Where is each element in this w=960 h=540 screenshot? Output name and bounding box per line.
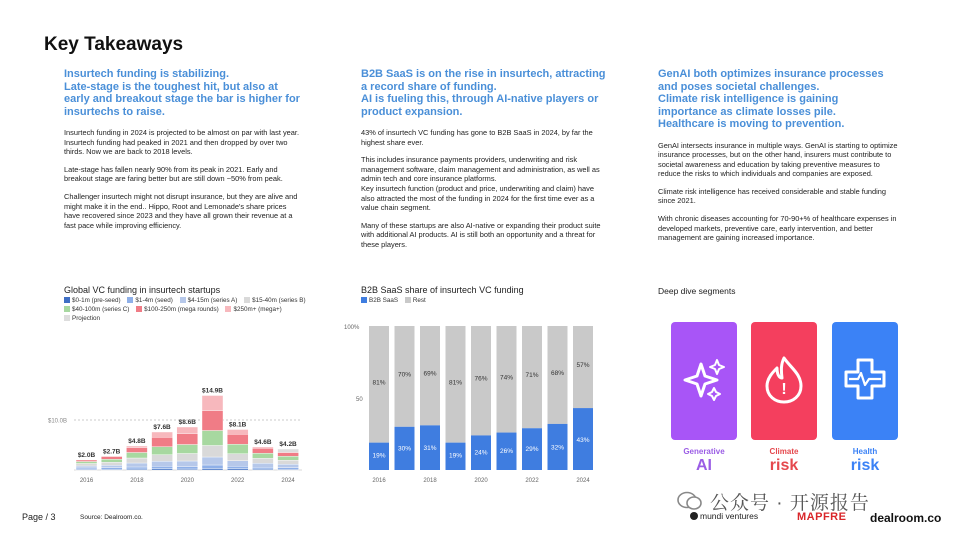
legend-label: Rest [412,297,426,304]
svg-text:!: ! [781,381,787,398]
x-tick-label: 2018 [423,478,437,484]
bar-segment [227,454,248,461]
data-label: $4.8B [128,438,146,445]
bar-segment [252,458,273,463]
bar-segment [278,460,299,464]
data-label: 43% [576,437,590,445]
column-insurtech-funding [64,68,304,238]
x-tick-label: 2020 [474,478,488,484]
chart1-legend [64,296,314,323]
bar-segment [227,444,248,454]
legend-label: $4-15m (series A) [187,297,238,304]
bar-segment [126,448,147,453]
data-label: 76% [474,375,488,383]
chart2-svg [340,318,600,488]
logo-text: mundi ventures [700,511,759,521]
legend-item [127,297,172,304]
bar-segment [152,447,173,455]
paragraph: Insurtech funding in 2024 is projected to be almost on par with last year. Insurtech funding had peaked in 2021 and then dropped by over two thirds. Now we are back to 2018 levels. [64,128,299,157]
paragraph: Many of these startups are also AI-native or expanding their product suite with additional AI products. AI is still both an opportunity and a threat for these players. [361,220,601,249]
logo-dealroom: dealroom.co [870,511,942,525]
bar-segment [101,462,122,465]
bar-segment [252,448,273,453]
bar-segment [152,466,173,469]
chart1-title: Global VC funding in insurtech startups [64,285,221,295]
legend-label: $1-4m (seed) [135,297,173,304]
paragraph: Late-stage has fallen nearly 90% from its peak in 2021. Early and breakout stage are faring better but are still down ~50% from peak. [64,164,283,184]
legend-item [180,297,238,304]
paragraph: Climate risk intelligence has received considerable and stable funding since 2021. [658,186,887,206]
watermark-text: 公众号 · 开源报告 [710,493,870,514]
card-climate-risk[interactable] [751,322,817,440]
reference-line-label: $10.0B [48,418,68,425]
card-label-health-risk [825,447,905,475]
bar-segment [227,466,248,469]
card-label-line2: AI [696,457,712,474]
x-tick-label: 2024 [281,478,295,484]
legend-label: Projection [72,315,101,322]
x-tick-label: 2022 [231,478,245,484]
bar-segment [252,467,273,469]
legend-swatch [64,297,70,303]
data-label: 70% [397,371,412,379]
page-number: Page / 3 [22,512,56,522]
chart1-svg [44,335,304,495]
legend-item [136,306,219,313]
data-label: 74% [499,374,514,382]
legend-swatch [180,297,186,303]
card-label-line2: risk [850,457,880,474]
bar-segment [76,464,97,467]
card-label-generative-ai [664,447,744,475]
column-heading: Insurtech funding is stabilizing. Late-stage is the toughest hit, but also at early and breakout stage the bar is higher for insurtechs to raise. [64,68,300,118]
legend-item [64,315,100,322]
bar-segment [152,461,173,466]
legend-item [405,297,426,304]
column-body [658,141,898,243]
bar-segment [126,453,147,459]
bar-segment [252,453,273,458]
data-label: $8.1B [229,421,247,429]
bar-segment [152,437,173,447]
legend-swatch [361,297,367,303]
paragraph: With chronic diseases accounting for 70-90+% of healthcare expenses in developed markets, preventive care, early intervention, and better management are gaining increased importance. [658,214,897,243]
legend-label: $40-100m (series C) [72,306,130,313]
bar-segment [252,447,273,448]
bar-segment [152,432,173,437]
column-body [64,128,304,230]
bar-segment [152,455,173,462]
page-title: Key Takeaways [44,34,184,55]
bar-segment [202,457,223,465]
data-label: $2.0B [77,452,96,459]
bar-segment [177,427,198,434]
bar-segment [76,462,97,464]
bar-segment [278,456,299,460]
y-tick-label: 50 [356,397,363,403]
card-label-line1: Generative [683,447,725,456]
column-body [361,128,609,250]
data-label: $14.9B [202,387,223,395]
legend-swatch [405,297,411,303]
legend-label: $0-1m (pre-seed) [72,297,121,304]
x-tick-label: 2016 [372,478,386,484]
data-label: $7.6B [153,424,171,431]
legend-swatch [64,315,70,321]
paragraph: Key insurtech function (product and price, underwriting and claim) have also attracted the most of the funding in 2024 for the first time ever as a value chain segment. [361,183,595,213]
chart2-legend [361,296,561,305]
flame-icon [751,322,817,440]
sparkles-icon [671,322,737,440]
bar-segment [227,461,248,467]
y-tick-label: 100% [344,325,360,331]
legend-swatch [127,297,133,303]
bar-segment [278,464,299,468]
bar-segment [126,446,147,448]
data-label: $8.6B [178,419,196,426]
bar-segment [202,411,223,431]
data-label: 68% [550,369,565,377]
card-label-line1: Climate [769,447,799,456]
deep-dive-label: Deep dive segments [658,286,736,296]
bar-segment [126,458,147,463]
x-tick-label: 2022 [525,478,539,484]
data-label: 26% [499,448,514,456]
logo-mundi-ventures [690,511,758,521]
x-tick-label: 2020 [180,478,194,484]
bar-segment [202,469,223,471]
source-note: Source: Dealroom.co. [80,514,143,521]
bar-segment [177,467,198,470]
bar-segment [252,463,273,467]
bar-segment [101,459,122,462]
bar-segment [177,445,198,454]
bar-segment [76,460,97,462]
card-label-line1: Health [852,447,878,456]
column-b2b-saas [361,68,609,258]
bar-segment [278,453,299,457]
legend-label: $250m+ (mega+) [233,306,282,313]
card-label-line2: risk [769,457,799,474]
legend-swatch [244,297,250,303]
bar-segment [101,465,122,468]
legend-label: $15-40m (series B) [252,297,306,304]
x-tick-label: 2016 [79,478,94,484]
data-label: 81% [448,379,463,387]
column-heading: GenAI both optimizes insurance processes and poses societal challenges. Climate risk intelligence is gaining importance as climate losses pile. Healthcare is moving to prevention. [658,68,884,130]
legend-item [361,297,398,304]
legend-label: B2B SaaS [369,297,399,304]
data-label: $4.2B [279,441,297,448]
bar-segment [227,430,248,435]
mundi-logo-icon [690,512,698,520]
data-label: 24% [474,449,488,457]
data-label: $4.6B [254,439,272,446]
data-label: 30% [397,445,412,453]
bar-segment [202,446,223,458]
bar-segment [278,468,299,470]
legend-item [244,297,306,304]
chart2-title: B2B SaaS share of insurtech VC funding [361,285,524,295]
data-label: 31% [423,444,437,452]
legend-item [64,297,121,304]
bar-segment [227,434,248,444]
legend-label: $100-250m (mega rounds) [144,306,219,313]
bar-segment [177,434,198,445]
legend-item [64,306,129,313]
bar-segment [202,431,223,446]
x-tick-label: 2018 [130,478,144,484]
legend-swatch [136,306,142,312]
data-label: 19% [448,452,463,460]
paragraph: GenAI intersects insurance in multiple ways. GenAI is starting to optimize insurance processes, but on the other hand, insurers must contribute to societal awareness and education by taking preventive measures to reduce the risks to which individuals and companies are exposed. [658,140,898,179]
wechat-icon [676,490,704,512]
x-tick-label: 2024 [576,478,590,484]
bar-segment [76,466,97,468]
paragraph: 43% of insurtech VC funding has gone to B2B SaaS in 2024, by far the highest share ever. [361,128,593,147]
health-cross-icon [832,322,898,440]
logo-mapfre: MAPFRE [797,511,847,523]
column-genai [658,68,898,251]
legend-swatch [225,306,231,312]
bar-segment [177,461,198,467]
data-label: 81% [372,379,386,387]
bar-segment [202,465,223,469]
card-label-climate-risk [744,447,824,475]
bar-segment [126,463,147,467]
bar-segment [101,468,122,470]
legend-item [225,306,281,313]
data-label: 29% [525,446,539,454]
data-label: 69% [423,370,437,378]
bar-segment [278,449,299,453]
paragraph: Challenger insurtech might not disrupt insurance, but they are alive and might make it in the end.. Hippo, Root and Lemonade's share prices have recovered since 2023 and they have all grown their revenue at a fast pace while improving efficiency. [64,191,298,230]
data-label: 19% [372,452,386,460]
data-label: 71% [525,372,539,380]
card-health-risk[interactable] [832,322,898,440]
data-label: 32% [550,444,565,452]
column-heading: B2B SaaS is on the rise in insurtech, attracting a record share of funding. AI is fueling this, through AI-native players or product expansion. [361,68,606,118]
paragraph: This includes insurance payments providers, underwriting and risk management software, claim management and administration, as well as admin tech and core insurance platforms. [361,155,600,184]
data-label: $2.7B [103,448,121,456]
bar-segment [177,454,198,462]
bar-segment [202,396,223,411]
data-label: 57% [576,362,590,370]
bar-segment [101,457,122,460]
legend-swatch [64,306,70,312]
bar-segment [126,467,147,469]
card-generative-ai[interactable] [671,322,737,440]
